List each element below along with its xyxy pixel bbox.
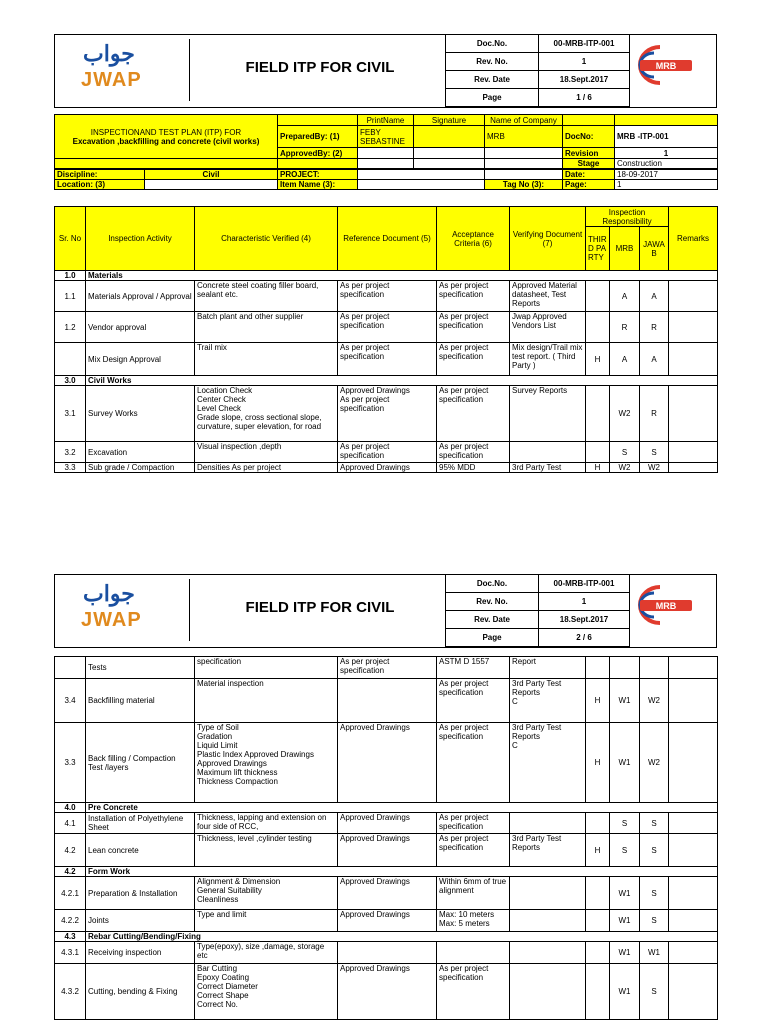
cell-third-party — [586, 386, 610, 442]
approved-company — [485, 148, 563, 159]
rev-date-label: Rev. Date — [446, 71, 539, 89]
cell-verifying — [510, 813, 586, 834]
cell-third-party: H — [586, 679, 610, 723]
cell-jawab: S — [640, 964, 669, 1020]
cell-characteristic: Trail mix — [195, 343, 338, 376]
cell-third-party — [586, 813, 610, 834]
cell-sr: 4.2.1 — [55, 877, 86, 910]
cell-sr: 4.2.2 — [55, 910, 86, 932]
revision-label: Revision — [563, 148, 615, 159]
cell-jawab: S — [640, 910, 669, 932]
rev-no: 1 — [539, 593, 630, 611]
rev-no: 1 — [539, 53, 630, 71]
section-number: 4.3 — [55, 932, 86, 942]
cell-characteristic: Thickness, lapping and extension on four side of RCC, — [195, 813, 338, 834]
cell-sr: 3.3 — [55, 463, 86, 473]
section-title: Civil Works — [86, 376, 718, 386]
table-row — [55, 813, 718, 834]
project-value — [358, 170, 485, 180]
table-row — [55, 834, 718, 867]
mrb-logo-icon — [620, 43, 700, 87]
table-row — [55, 442, 718, 463]
cell-characteristic: Concrete steel coating filler board, sealant etc. — [195, 281, 338, 312]
cell-reference: As per project specification — [338, 657, 437, 679]
cell-activity: Excavation — [86, 442, 195, 463]
cell-activity: Mix Design Approval — [86, 343, 195, 376]
cell-reference: Approved Drawings — [338, 463, 437, 473]
date-value: 18-09-2017 — [615, 170, 718, 180]
doc-no: 00-MRB-ITP-001 — [539, 35, 630, 53]
cell-characteristic: Batch plant and other supplier — [195, 312, 338, 343]
cell-activity: Materials Approval / Approval — [86, 281, 195, 312]
col-responsibility: Inspection Responsibility — [586, 207, 669, 227]
logo-arabic: جواب — [83, 41, 135, 66]
section-row — [55, 867, 718, 877]
cell-remarks — [669, 813, 718, 834]
cell-third-party — [586, 877, 610, 910]
cell-characteristic: Type and limit — [195, 910, 338, 932]
cell-sr: 3.3 — [55, 723, 86, 803]
table-row — [55, 312, 718, 343]
cell-reference: Approved Drawings — [338, 877, 437, 910]
cell-reference: As per project specification — [338, 281, 437, 312]
cell-jawab: W2 — [640, 723, 669, 803]
doc-meta-table — [445, 34, 630, 107]
mrb-logo-text: MRB — [655, 601, 677, 611]
page-label: Page — [446, 89, 539, 107]
cell-remarks — [669, 910, 718, 932]
printname-header: PrintName — [358, 115, 414, 126]
cell-verifying — [510, 910, 586, 932]
section-number: 4.0 — [55, 803, 86, 813]
table-row — [55, 942, 718, 964]
rev-no-label: Rev. No. — [446, 53, 539, 71]
cell-mrb: W1 — [610, 723, 640, 803]
cell-reference: Approved Drawings — [338, 813, 437, 834]
rev-date-label: Rev. Date — [446, 611, 539, 629]
cell-reference: As per project specification — [338, 442, 437, 463]
cell-characteristic: Bar Cutting Epoxy Coating Correct Diameter Correct Shape Correct No. — [195, 964, 338, 1020]
cell-acceptance: As per project specification — [437, 723, 510, 803]
itp-info-table — [54, 114, 718, 169]
cell-remarks — [669, 723, 718, 803]
cell-verifying: Approved Material datasheet, Test Reports — [510, 281, 586, 312]
doc-no-label: Doc.No. — [446, 575, 539, 593]
cell-verifying: 3rd Party Test Reports C — [510, 723, 586, 803]
cell-jawab: W2 — [640, 463, 669, 473]
cell-remarks — [669, 834, 718, 867]
docno-value: MRB -ITP-001 — [615, 126, 718, 148]
mrb-logo-text: MRB — [655, 61, 677, 71]
cell-mrb: S — [610, 442, 640, 463]
blank-cell — [358, 159, 414, 169]
cell-verifying: Mix design/Trail mix test report. ( Third Party ) — [510, 343, 586, 376]
itp-table-page2 — [54, 656, 718, 1020]
document-title: FIELD ITP FOR CIVIL — [245, 59, 395, 76]
discipline-table — [54, 169, 718, 190]
cell-acceptance: As per project specification — [437, 386, 510, 442]
cell-acceptance: As per project specification — [437, 679, 510, 723]
cell-remarks — [669, 463, 718, 473]
doc-no: 00-MRB-ITP-001 — [539, 575, 630, 593]
cell-mrb: W1 — [610, 964, 640, 1020]
col-acceptance: Acceptance Criteria (6) — [437, 207, 510, 271]
cell-mrb: A — [610, 343, 640, 376]
cell-remarks — [669, 386, 718, 442]
col-characteristic: Characteristic Verified (4) — [195, 207, 338, 271]
jwap-logo — [61, 39, 190, 101]
cell-acceptance: Max: 10 meters Max: 5 meters — [437, 910, 510, 932]
cell-jawab: A — [640, 343, 669, 376]
cell-activity: Receiving inspection — [86, 942, 195, 964]
cell-sr: 1.1 — [55, 281, 86, 312]
cell-remarks — [669, 942, 718, 964]
location-label: Location: (3) — [55, 180, 145, 190]
cell-verifying: Report — [510, 657, 586, 679]
cell-characteristic: Type of Soil Gradation Liquid Limit Plastic Index Approved Drawings Approved Drawings Maximum lift thickness Thickness Compaction — [195, 723, 338, 803]
cell-acceptance: As per project specification — [437, 343, 510, 376]
cell-third-party: H — [586, 463, 610, 473]
company-header: Name of Company — [485, 115, 563, 126]
cell-third-party: H — [586, 723, 610, 803]
logo-english: JWAP — [81, 69, 142, 91]
cell-reference — [338, 679, 437, 723]
prepared-signature — [414, 126, 485, 148]
cell-sr: 4.2 — [55, 834, 86, 867]
cell-jawab: W1 — [640, 942, 669, 964]
cell-third-party — [586, 442, 610, 463]
cell-acceptance: As per project specification — [437, 834, 510, 867]
section-row — [55, 932, 718, 942]
item-name-value — [358, 180, 485, 190]
cell-acceptance: As per project specification — [437, 813, 510, 834]
cell-activity: Tests — [86, 657, 195, 679]
cell-verifying — [510, 442, 586, 463]
cell-third-party: H — [586, 834, 610, 867]
cell-acceptance: As per project specification — [437, 281, 510, 312]
logo-arabic: جواب — [83, 581, 135, 606]
cell-verifying: 3rd Party Test Reports C — [510, 679, 586, 723]
cell-mrb: W1 — [610, 877, 640, 910]
cell-characteristic: Alignment & Dimension General Suitability Cleanliness — [195, 877, 338, 910]
project-label: PROJECT: — [278, 170, 358, 180]
cell-activity: Survey Works — [86, 386, 195, 442]
cell-sr: 4.3.1 — [55, 942, 86, 964]
signature-header: Signature — [414, 115, 485, 126]
discipline-label: Discipline: — [55, 170, 145, 180]
rev-no-label: Rev. No. — [446, 593, 539, 611]
page-info-value: 1 — [615, 180, 718, 190]
cell-verifying — [510, 942, 586, 964]
cell-remarks — [669, 657, 718, 679]
doc-no-label: Doc.No. — [446, 35, 539, 53]
rev-date: 18.Sept.2017 — [539, 611, 630, 629]
itp-subtitle: Excavation ,backfilling and concrete (civil works) — [72, 136, 260, 146]
cell-characteristic: Type(epoxy), size ,damage, storage etc — [195, 942, 338, 964]
cell-activity: Preparation & Installation — [86, 877, 195, 910]
cell-sr: 1.2 — [55, 312, 86, 343]
cell-mrb: W2 — [610, 463, 640, 473]
cell-reference: Approved Drawings — [338, 723, 437, 803]
itp-title: INSPECTIONAND TEST PLAN (ITP) FOR — [90, 127, 242, 137]
cell-jawab — [640, 657, 669, 679]
cell-verifying — [510, 964, 586, 1020]
cell-characteristic: Thickness, level ,cylinder testing — [195, 834, 338, 867]
table-body-page1 — [55, 271, 718, 473]
cell-activity: Installation of Polyethylene Sheet — [86, 813, 195, 834]
cell-activity: Back filling / Compaction Test /layers — [86, 723, 195, 803]
cell-mrb — [610, 657, 640, 679]
cell-sr: 3.2 — [55, 442, 86, 463]
blank-cell — [414, 159, 485, 169]
mrb-logo-icon — [620, 583, 700, 627]
cell-third-party — [586, 942, 610, 964]
cell-jawab: W2 — [640, 679, 669, 723]
cell-jawab: A — [640, 281, 669, 312]
docno-label: DocNo: — [563, 126, 615, 148]
blank-cell — [278, 115, 358, 126]
page-header — [54, 34, 717, 108]
col-verifying: Verifying Document (7) — [510, 207, 586, 271]
cell-third-party — [586, 657, 610, 679]
table-row — [55, 964, 718, 1020]
cell-remarks — [669, 964, 718, 1020]
cell-characteristic: specification — [195, 657, 338, 679]
cell-jawab: R — [640, 312, 669, 343]
page-info-label: Page: — [563, 180, 615, 190]
blank-cell — [485, 170, 563, 180]
cell-mrb: A — [610, 281, 640, 312]
cell-verifying: Survey Reports — [510, 386, 586, 442]
section-row — [55, 271, 718, 281]
cell-mrb: W2 — [610, 386, 640, 442]
blank-cell — [485, 159, 563, 169]
table-row — [55, 679, 718, 723]
cell-characteristic: Visual inspection ,depth — [195, 442, 338, 463]
cell-sr: 3.4 — [55, 679, 86, 723]
section-title: Pre Concrete — [86, 803, 718, 813]
approved-by-label: ApprovedBy: (2) — [278, 148, 358, 159]
col-reference: Reference Document (5) — [338, 207, 437, 271]
rev-date: 18.Sept.2017 — [539, 71, 630, 89]
table-row — [55, 910, 718, 932]
cell-remarks — [669, 442, 718, 463]
cell-acceptance — [437, 942, 510, 964]
cell-characteristic: Material inspection — [195, 679, 338, 723]
revision-value: 1 — [615, 148, 718, 159]
cell-reference: As per project specification — [338, 343, 437, 376]
prepared-by-name: FEBY SEBASTINE — [358, 126, 414, 148]
col-sr: Sr. No — [55, 207, 86, 271]
col-activity: Inspection Activity — [86, 207, 195, 271]
cell-mrb: W1 — [610, 910, 640, 932]
date-label: Date: — [563, 170, 615, 180]
blank-cell — [615, 115, 718, 126]
doc-meta-table — [445, 574, 630, 647]
cell-jawab: S — [640, 442, 669, 463]
table-row — [55, 877, 718, 910]
table-row — [55, 281, 718, 312]
stage-label: Stage — [563, 159, 615, 169]
cell-third-party — [586, 281, 610, 312]
cell-activity: Sub grade / Compaction — [86, 463, 195, 473]
section-row — [55, 803, 718, 813]
cell-sr: 4.1 — [55, 813, 86, 834]
table-row — [55, 386, 718, 442]
cell-acceptance: ASTM D 1557 — [437, 657, 510, 679]
table-row — [55, 343, 718, 376]
section-number: 3.0 — [55, 376, 86, 386]
section-title: Rebar Cutting/Bending/Fixing — [86, 932, 718, 942]
jwap-logo — [61, 579, 190, 641]
cell-jawab: S — [640, 834, 669, 867]
item-name-label: Item Name (3): — [278, 180, 358, 190]
cell-remarks — [669, 343, 718, 376]
cell-mrb: W1 — [610, 679, 640, 723]
cell-acceptance: 95% MDD — [437, 463, 510, 473]
cell-verifying: 3rd Party Test — [510, 463, 586, 473]
cell-activity: Cutting, bending & Fixing — [86, 964, 195, 1020]
cell-acceptance: As per project specification — [437, 442, 510, 463]
cell-mrb: W1 — [610, 942, 640, 964]
cell-characteristic: Densities As per project — [195, 463, 338, 473]
company-name: MRB — [485, 126, 563, 148]
section-title: Form Work — [86, 867, 718, 877]
approved-by-name — [358, 148, 414, 159]
tag-no-label: Tag No (3): — [485, 180, 563, 190]
approved-signature — [414, 148, 485, 159]
cell-third-party — [586, 910, 610, 932]
col-mrb: MRB — [610, 227, 640, 271]
table-row — [55, 723, 718, 803]
cell-activity: Lean concrete — [86, 834, 195, 867]
table-row — [55, 463, 718, 473]
cell-remarks — [669, 281, 718, 312]
cell-characteristic: Location Check Center Check Level Check Grade slope, cross sectional slope, curvature, super elevation, for road — [195, 386, 338, 442]
cell-reference: Approved Drawings — [338, 834, 437, 867]
cell-reference: Approved Drawings — [338, 964, 437, 1020]
cell-mrb: S — [610, 834, 640, 867]
cell-activity: Joints — [86, 910, 195, 932]
cell-sr: 3.1 — [55, 386, 86, 442]
cell-activity: Vendor approval — [86, 312, 195, 343]
section-title: Materials — [86, 271, 718, 281]
blank-cell — [55, 159, 278, 169]
cell-activity: Backfilling material — [86, 679, 195, 723]
section-number: 4.2 — [55, 867, 86, 877]
cell-remarks — [669, 312, 718, 343]
cell-acceptance: As per project specification — [437, 312, 510, 343]
cell-remarks — [669, 877, 718, 910]
itp-table-page1 — [54, 206, 718, 473]
cell-sr: 4.3.2 — [55, 964, 86, 1020]
section-number: 1.0 — [55, 271, 86, 281]
cell-reference: As per project specification — [338, 312, 437, 343]
page-number: 2 / 6 — [539, 629, 630, 647]
col-remarks: Remarks — [669, 207, 718, 271]
cell-acceptance: Within 6mm of true alignment — [437, 877, 510, 910]
cell-third-party — [586, 312, 610, 343]
cell-sr — [55, 343, 86, 376]
cell-verifying: Jwap Approved Vendors List — [510, 312, 586, 343]
cell-sr — [55, 657, 86, 679]
col-jawab: JAWAB — [640, 227, 669, 271]
cell-third-party: H — [586, 343, 610, 376]
page-label: Page — [446, 629, 539, 647]
stage-value: Construction — [615, 159, 718, 169]
blank-cell — [278, 159, 358, 169]
location-value — [145, 180, 278, 190]
discipline-value: Civil — [145, 170, 278, 180]
cell-reference — [338, 942, 437, 964]
prepared-by-label: PreparedBy: (1) — [278, 126, 358, 148]
cell-third-party — [586, 964, 610, 1020]
cell-acceptance: As per project specification — [437, 964, 510, 1020]
table-body-page2 — [55, 657, 718, 1020]
cell-verifying — [510, 877, 586, 910]
page-number: 1 / 6 — [539, 89, 630, 107]
section-row — [55, 376, 718, 386]
page-header — [54, 574, 717, 648]
cell-jawab: S — [640, 877, 669, 910]
itp-title-cell — [55, 115, 278, 159]
cell-reference: Approved Drawings — [338, 910, 437, 932]
document-title: FIELD ITP FOR CIVIL — [245, 599, 395, 616]
cell-mrb: R — [610, 312, 640, 343]
cell-jawab: R — [640, 386, 669, 442]
cell-reference: Approved Drawings As per project specification — [338, 386, 437, 442]
table-row — [55, 657, 718, 679]
logo-english: JWAP — [81, 609, 142, 631]
cell-remarks — [669, 679, 718, 723]
blank-cell — [563, 115, 615, 126]
cell-verifying: 3rd Party Test Reports — [510, 834, 586, 867]
cell-jawab: S — [640, 813, 669, 834]
col-third-party: THIRD PARTY — [586, 227, 610, 271]
cell-mrb: S — [610, 813, 640, 834]
